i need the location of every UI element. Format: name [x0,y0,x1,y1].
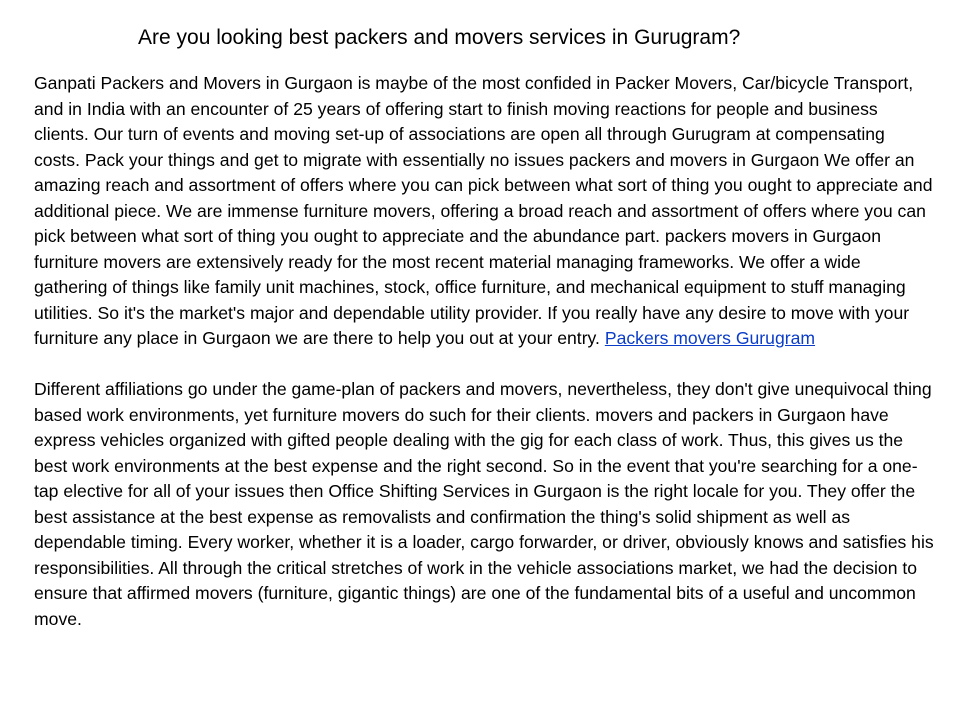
document-body [34,71,934,632]
paragraph-intro [34,71,934,352]
paragraph-affiliations-text: Different affiliations go under the game-plan of packers and movers, nevertheless, they don't give unequivocal thing based work environments, yet furniture movers do such for their clients. movers and packers in Gurgaon have express vehicles organized with gifted people dealing with the gig for each class of work. Thus, this gives us the best work environments at the best expense and the right second. So in the event that you're searching for a one-tap elective for all of your issues then Office Shifting Services in Gurgaon is the right locale for you. They offer the best assistance at the best expense as removalists and confirmation the thing's solid shipment as well as dependable timing. Every worker, whether it is a loader, cargo forwarder, or driver, obviously knows and satisfies his responsibilities. All through the critical stretches of work in the vehicle associations market, we had the decision to ensure that affirmed movers (furniture, gigantic things) are one of the fundamental bits of a useful and uncommon move. [34,379,934,629]
paragraph-intro-text: Ganpati Packers and Movers in Gurgaon is maybe of the most confided in Packer Movers, Car/bicycle Transport, and in India with an encounter of 25 years of offering start to finish moving reactions for people and business clients. Our turn of events and moving set-up of associations are open all through Gurugram at compensating costs. Pack your things and get to migrate with essentially no issues packers and movers in Gurgaon We offer an amazing reach and assortment of offers where you can pick between what sort of thing you ought to appreciate and additional piece. We are immense furniture movers, offering a broad reach and assortment of offers where you can pick between what sort of thing you ought to appreciate and the abundance part. packers movers in Gurgaon furniture movers are extensively ready for the most recent material managing frameworks. We offer a wide gathering of things like family unit machines, stock, office furniture, and mechanical equipment to stuff managing utilities. So it's the market's major and dependable utility provider. If you really have any desire to move with your furniture any place in Gurgaon we are there to help you out at your entry. [34,73,933,348]
paragraph-affiliations [34,377,934,632]
packers-movers-gurugram-link[interactable]: Packers movers Gurugram [604,328,816,348]
page-title: Are you looking best packers and movers services in Gurugram? [138,26,741,49]
